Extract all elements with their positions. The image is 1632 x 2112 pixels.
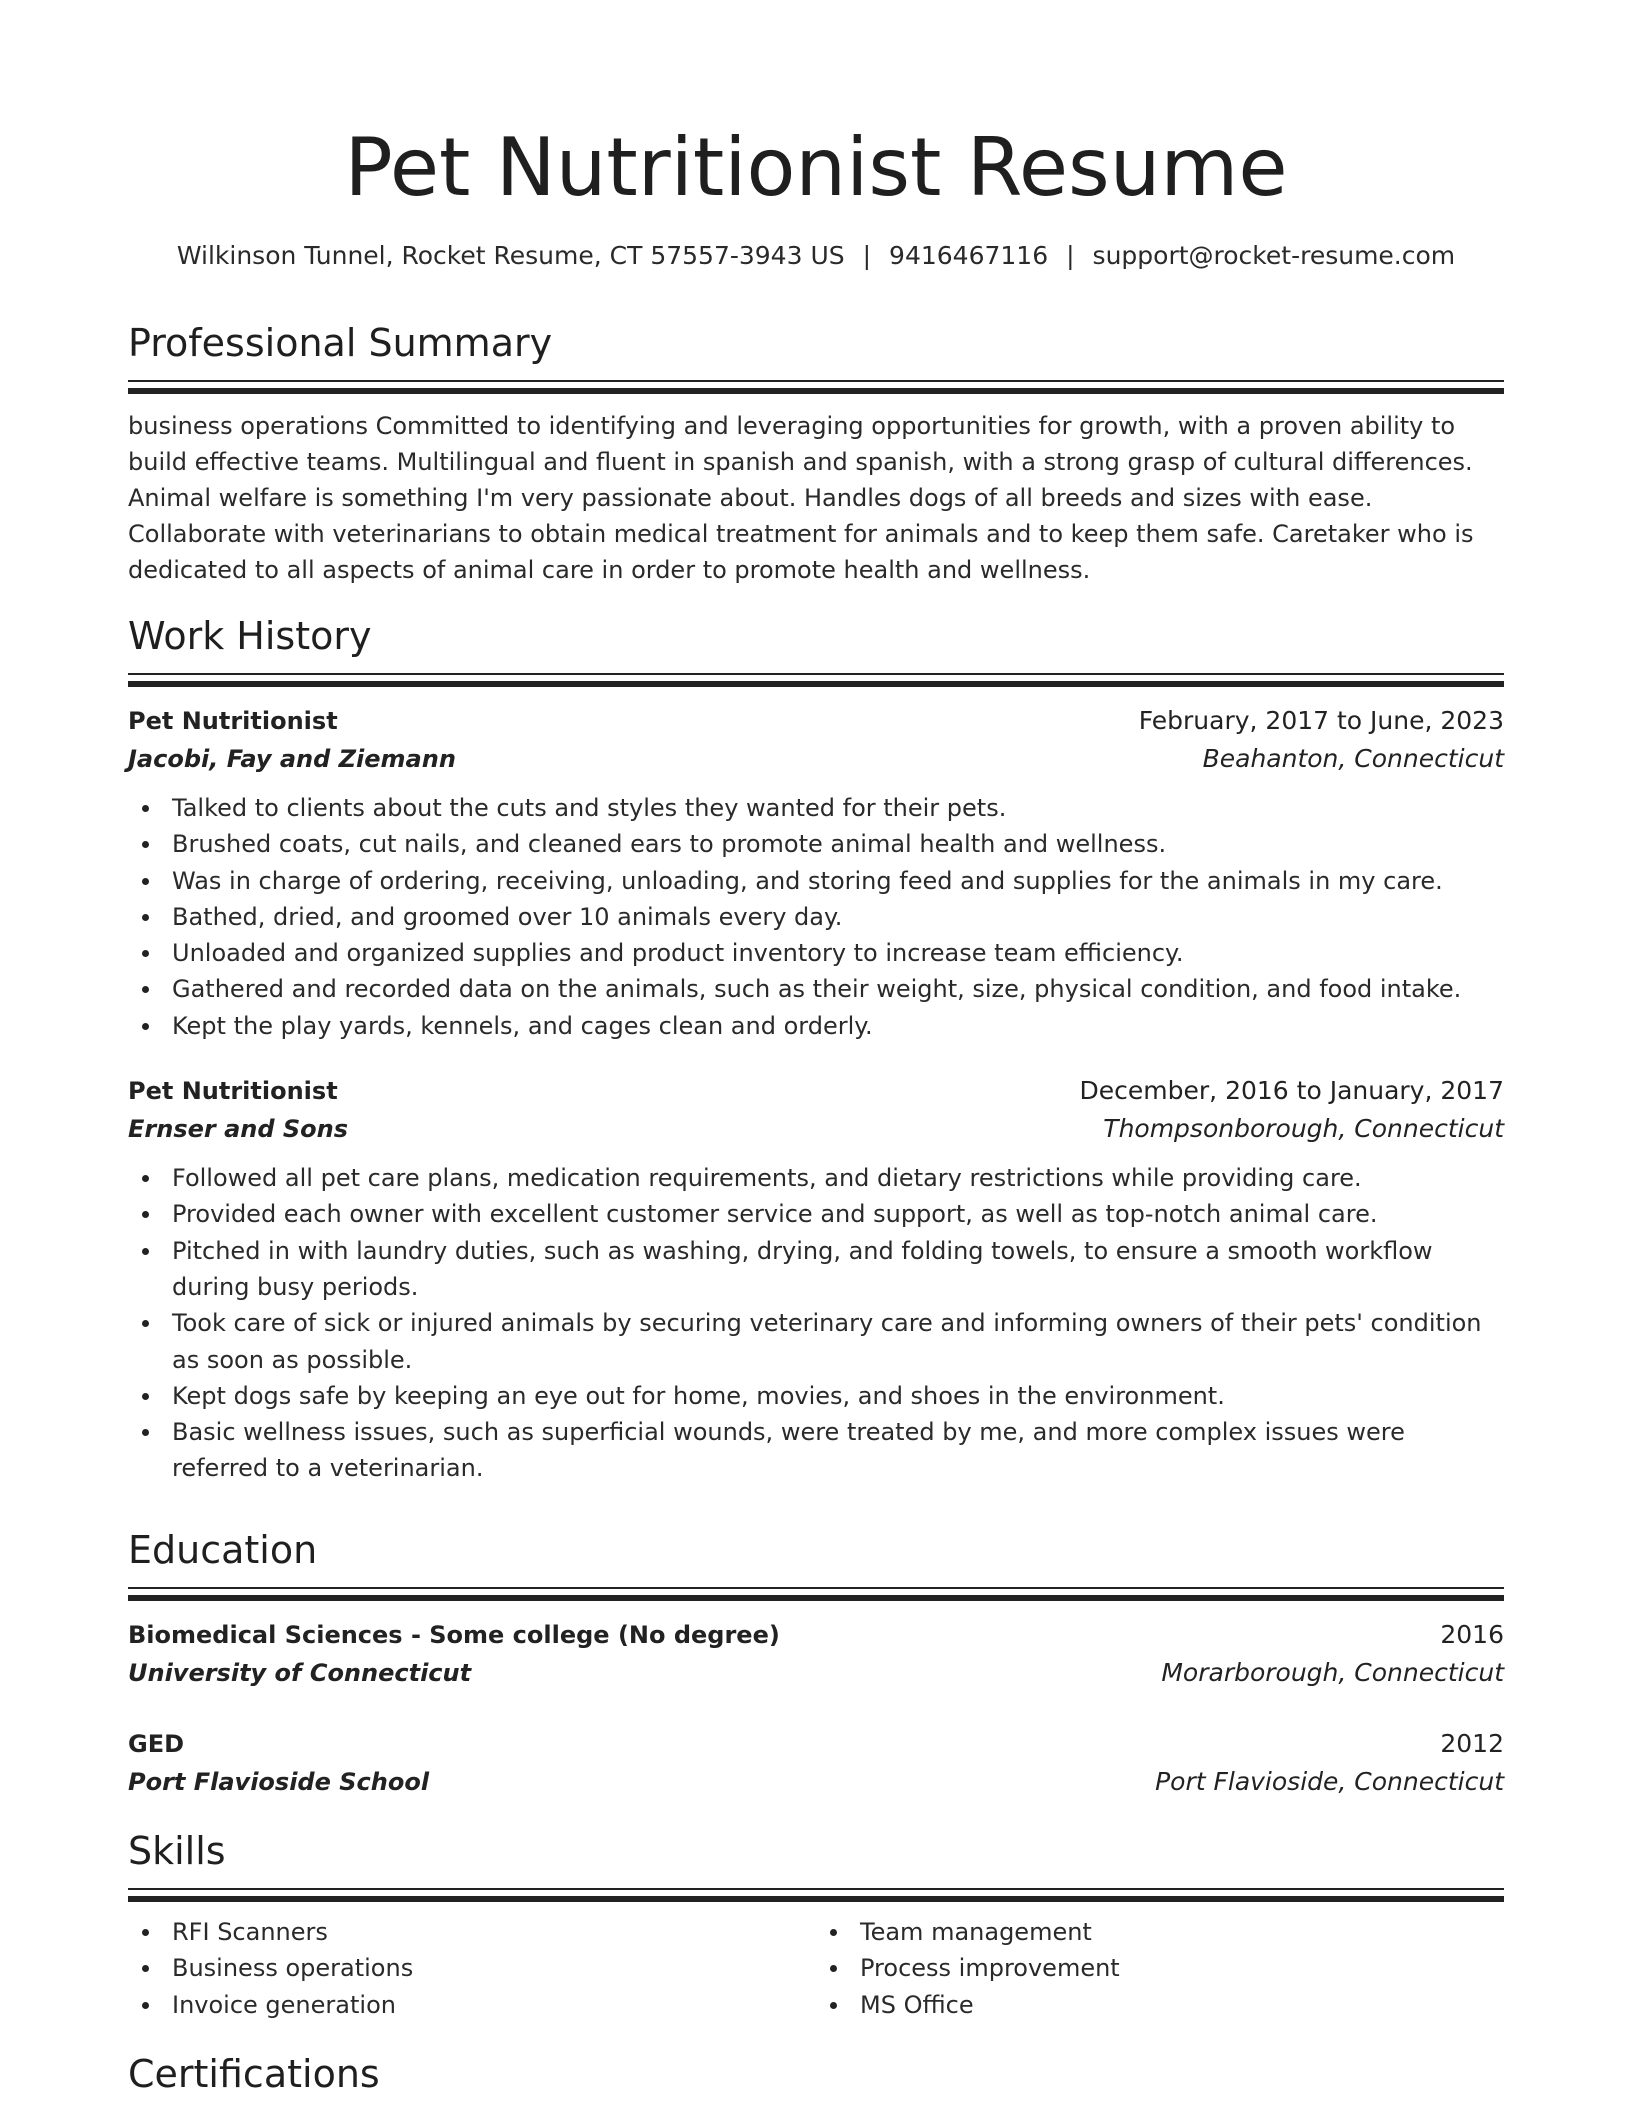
job-dates: February, 2017 to June, 2023: [1138, 706, 1504, 735]
education-year: 2012: [1440, 1729, 1504, 1758]
job-entry: [128, 702, 1504, 1044]
job-company: Jacobi, Fay and Ziemann: [128, 745, 456, 773]
list-item: Bathed, dried, and groomed over 10 animals every day.: [172, 899, 1504, 935]
skill-item: Business operations: [172, 1950, 816, 1986]
section-title-work: Work History: [128, 614, 372, 658]
list-item: Brushed coats, cut nails, and cleaned ears to promote animal health and wellness.: [172, 826, 1504, 862]
job-company: Ernser and Sons: [128, 1115, 349, 1144]
separator: |: [1066, 241, 1075, 270]
section-divider: [128, 380, 1504, 394]
education-year: 2016: [1440, 1620, 1504, 1649]
list-item: Was in charge of ordering, receiving, unloading, and storing feed and supplies for the animals in my care.: [172, 863, 1504, 899]
job-bullets: [128, 790, 1504, 1044]
skills-list-left: [128, 1914, 816, 2023]
education-section: [128, 1525, 1504, 1801]
job-entry: [128, 1072, 1504, 1487]
list-item: Unloaded and organized supplies and product inventory to increase team efficiency.: [172, 935, 1504, 971]
list-item: Took care of sick or injured animals by securing veterinary care and informing owners of their pets' condition as soon as possible.: [172, 1305, 1504, 1378]
education-degree: GED: [128, 1730, 185, 1758]
list-item: Basic wellness issues, such as superficial wounds, were treated by me, and more complex issues were referred to a veterinarian.: [172, 1414, 1504, 1487]
skill-item: Invoice generation: [172, 1987, 816, 2023]
education-location: Port Flavioside, Connecticut: [1155, 1767, 1504, 1796]
separator: |: [862, 241, 872, 270]
phone-text: 9416467116: [889, 241, 1049, 270]
job-dates: December, 2016 to January, 2017: [1079, 1076, 1504, 1106]
education-school: Port Flavioside School: [128, 1768, 430, 1796]
skill-item: MS Office: [860, 1987, 1504, 2023]
section-title-certifications: Certifications: [128, 2052, 380, 2096]
section-title-summary: Professional Summary: [128, 321, 553, 365]
education-school: University of Connecticut: [128, 1659, 472, 1687]
list-item: Provided each owner with excellent customer service and support, as well as top-notch animal care.: [172, 1196, 1504, 1232]
list-item: Pitched in with laundry duties, such as washing, drying, and folding towels, to ensure a smooth workflow during busy periods.: [172, 1233, 1504, 1306]
education-entry: [128, 1616, 1504, 1692]
job-role: Pet Nutritionist: [128, 707, 338, 735]
contact-line: [128, 238, 1504, 274]
education-degree: Biomedical Sciences - Some college (No degree): [128, 1621, 780, 1649]
certifications-section: [128, 2049, 1504, 2099]
job-location: Beahanton, Connecticut: [1202, 744, 1504, 773]
job-bullets: [128, 1160, 1504, 1487]
job-location: Thompsonborough, Connecticut: [1103, 1114, 1504, 1144]
skill-item: RFI Scanners: [172, 1914, 816, 1950]
skills-list-right: [816, 1914, 1504, 2023]
address-text: Wilkinson Tunnel, Rocket Resume, CT 57557-3943 US: [176, 241, 845, 270]
list-item: Followed all pet care plans, medication requirements, and dietary restrictions while providing care.: [172, 1160, 1504, 1196]
skill-item: Team management: [860, 1914, 1504, 1950]
job-role: Pet Nutritionist: [128, 1077, 338, 1106]
list-item: Kept dogs safe by keeping an eye out for home, movies, and shoes in the environment.: [172, 1378, 1504, 1414]
work-history-section: [128, 611, 1504, 1487]
section-divider: [128, 673, 1504, 687]
list-item: Gathered and recorded data on the animals, such as their weight, size, physical condition, and food intake.: [172, 971, 1504, 1007]
skills-columns: [128, 1914, 1504, 2023]
resume-title: Pet Nutritionist Resume: [344, 121, 1288, 214]
email-link[interactable]: support@rocket-resume.com: [1092, 241, 1456, 270]
education-location: Morarborough, Connecticut: [1161, 1658, 1504, 1687]
summary-section: [128, 318, 1504, 588]
section-title-education: Education: [128, 1528, 318, 1572]
section-title-skills: Skills: [128, 1829, 226, 1873]
section-divider: [128, 1587, 1504, 1601]
skills-section: [128, 1826, 1504, 2023]
list-item: Kept the play yards, kennels, and cages clean and orderly.: [172, 1008, 1504, 1044]
summary-text: business operations Committed to identifying and leveraging opportunities for growth, with a proven ability to build effective teams. Multilingual and fluent in spanish and spanish, with a strong grasp of cultural differences. Animal welfare is something I'm very passionate about. Handles dogs of all breeds and sizes with ease. Collaborate with veterinarians to obtain medical treatment for animals and to keep them safe. Caretaker who is dedicated to all aspects of animal care in order to promote health and wellness.: [128, 412, 1474, 584]
section-divider: [128, 1888, 1504, 1902]
list-item: Talked to clients about the cuts and styles they wanted for their pets.: [172, 790, 1504, 826]
skill-item: Process improvement: [860, 1950, 1504, 1986]
education-entry: [128, 1725, 1504, 1801]
